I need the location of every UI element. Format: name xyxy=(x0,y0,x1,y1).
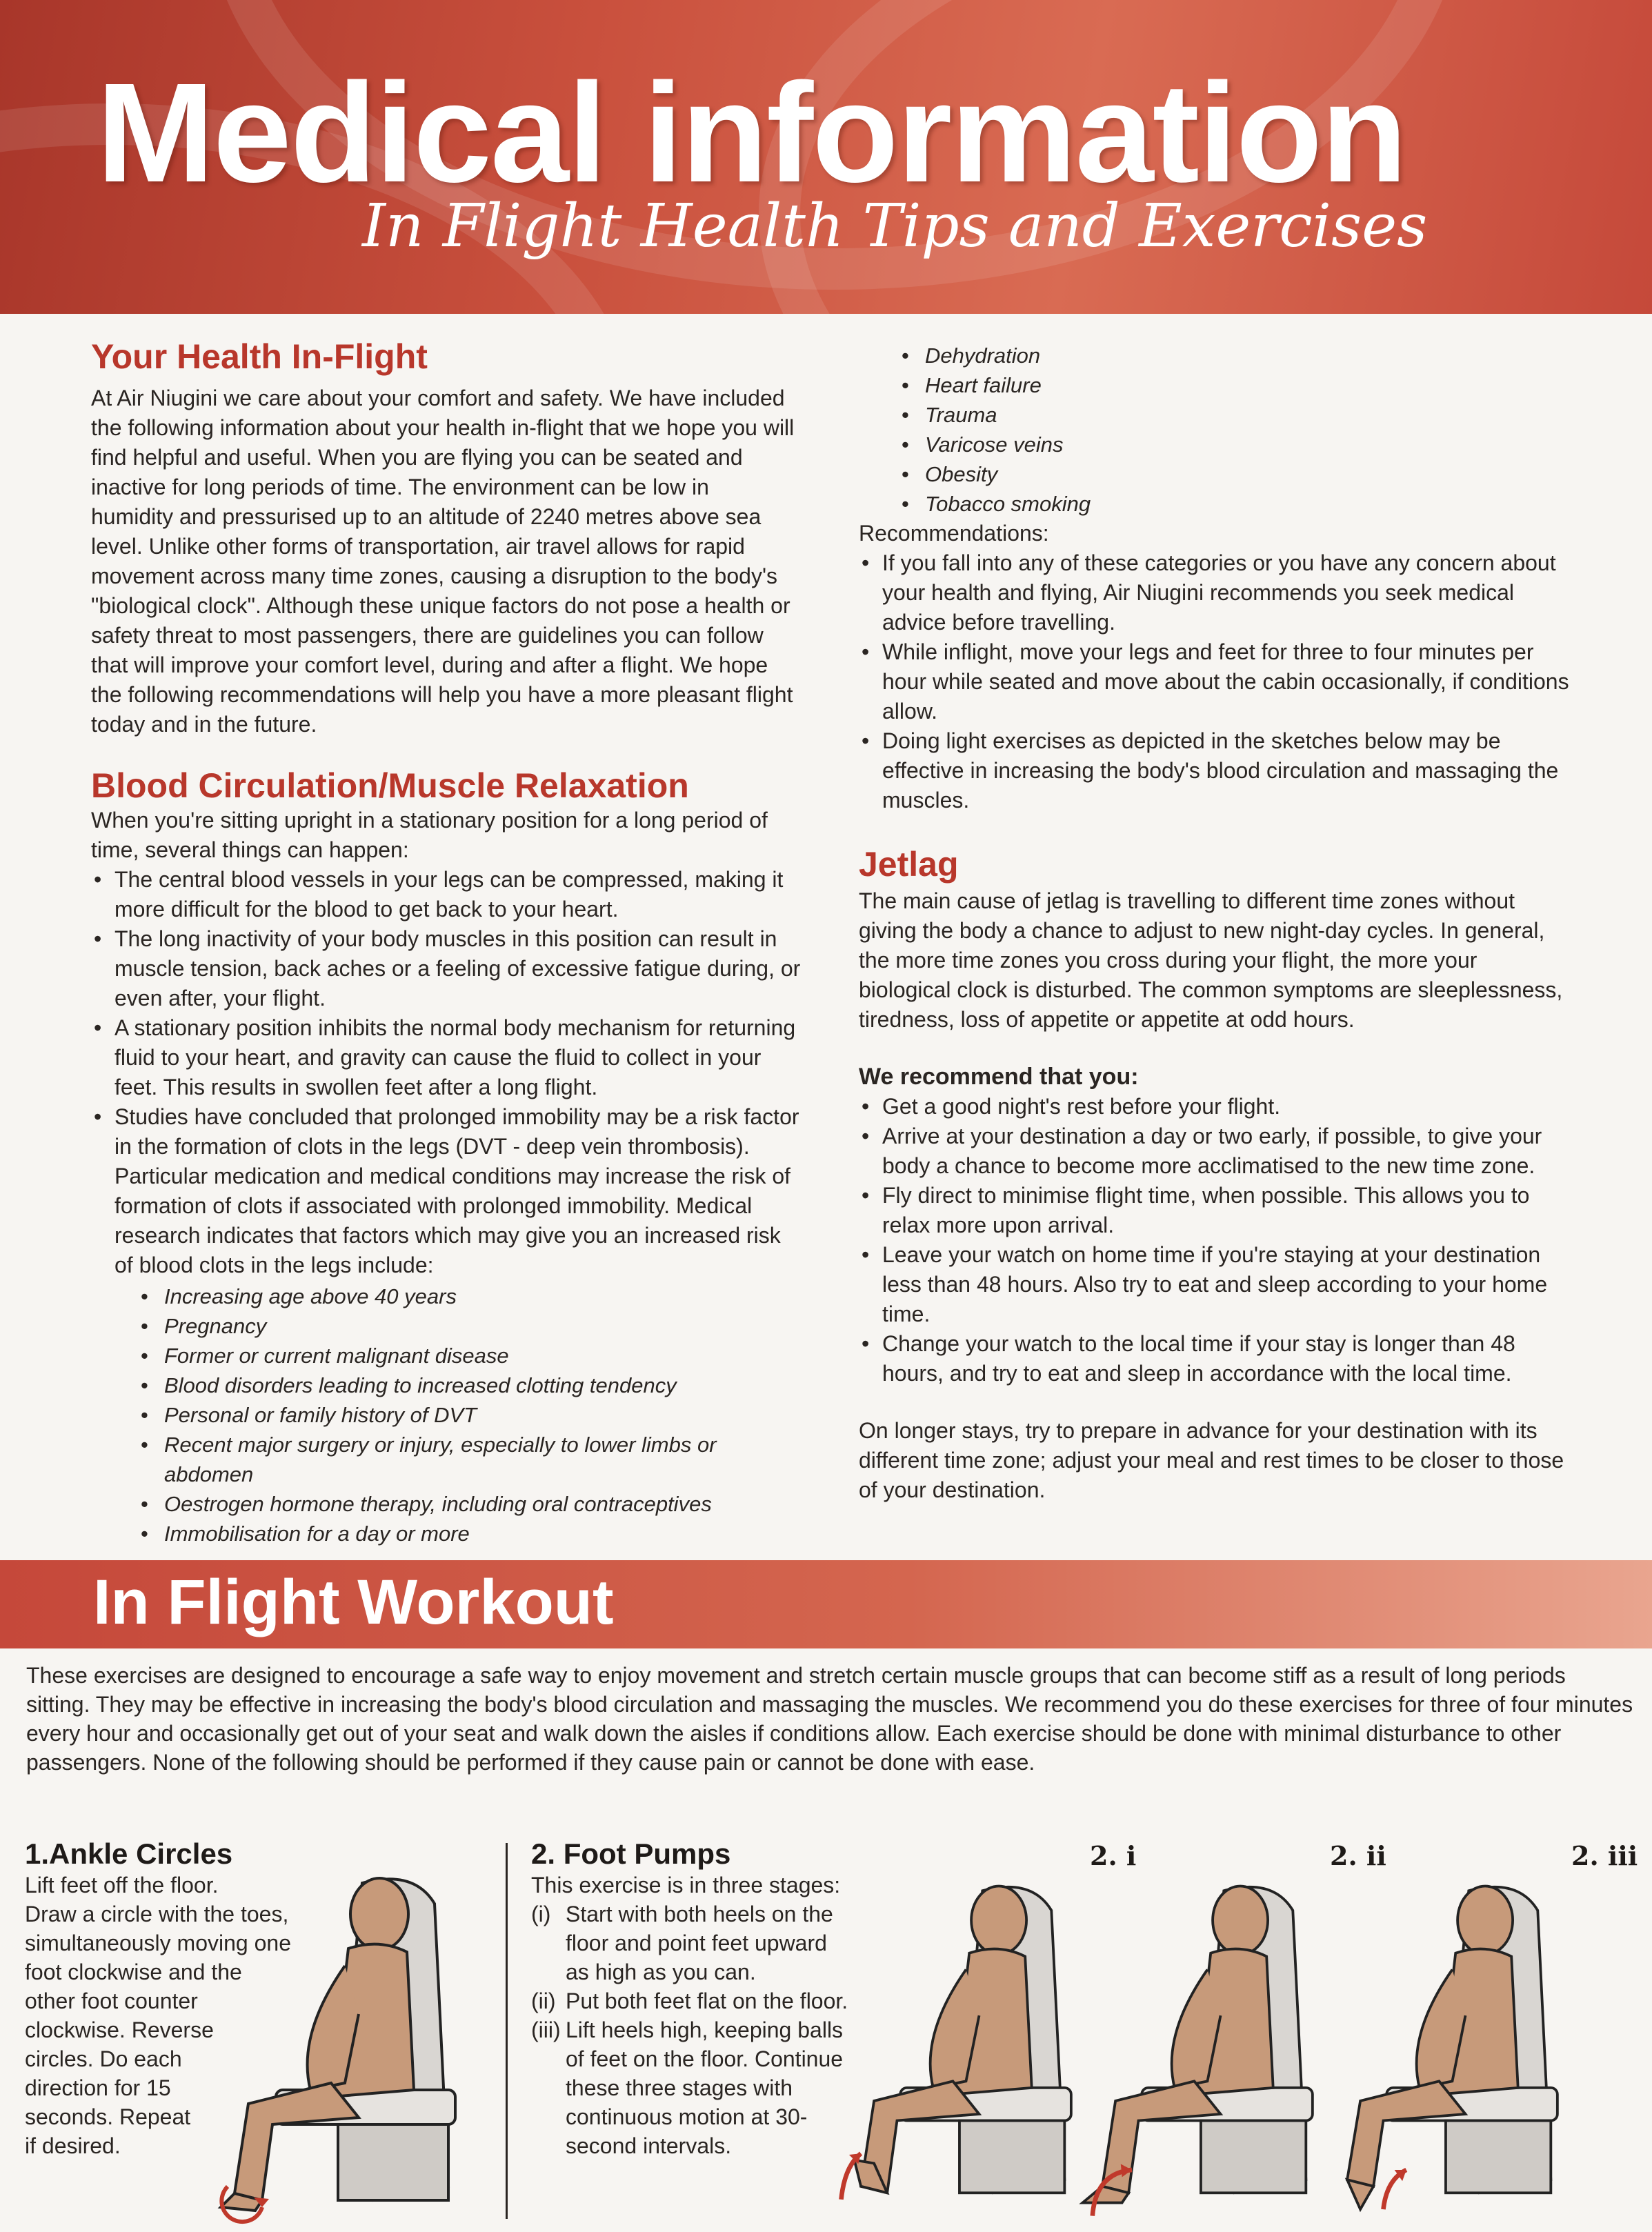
exercise-number: 1. xyxy=(25,1837,50,1870)
list-item: • While inflight, move your legs and feet for three to four minutes per hour while seated and move about the cabin occasionally, if conditions allow. xyxy=(859,637,1569,726)
list-item: • Heart failure xyxy=(900,370,1569,400)
text-line: direction for 15 xyxy=(25,2075,171,2100)
list-item: • Studies have concluded that prolonged immobility may be a risk factor in the formation of clots in the legs (DVT - deep vein thrombosis). Particular medication and medical conditions may increase the risk of formation of clots if associated with prolonged immobility. Medical research indicates that factors which may give you an increased risk of blood clots in the legs include: xyxy=(91,1102,802,1280)
foot-pumps-intro: This exercise is in three stages: xyxy=(531,1873,841,1897)
blood-bullets xyxy=(91,865,802,1280)
foot-pumps-figure-ii xyxy=(1076,1862,1352,2228)
right-column xyxy=(859,341,1569,815)
foot-pumps-text xyxy=(531,1871,855,2160)
stage-number: (ii) xyxy=(531,1989,556,2013)
risk-factors-list xyxy=(139,1282,802,1548)
recommendations-list xyxy=(859,548,1569,815)
health-paragraph: At Air Niugini we care about your comfort and safety. We have included the following information about your health in-flight that we hope you will find helpful and useful. When you are flying you can be seated and inactive for long periods of time. The environment can be low in humidity and pressurised up to an altitude of 2240 metres above sea level. Unlike other forms of transportation, air travel allows for rapid movement across many time zones, causing a disruption to the body's "biological clock". Although these unique factors do not pose a health or safety threat to most passengers, there are guidelines you can follow that will improve your comfort level, during and after a flight. We hope the following recommendations will help you have a more pleasant flight today and in the future. xyxy=(91,386,795,737)
list-item: • Increasing age above 40 years xyxy=(139,1282,802,1311)
jetlag-rec-heading: We recommend that you: xyxy=(859,1064,1139,1090)
text-line: Lift feet off the floor. xyxy=(25,1873,219,1897)
page-title: Medical information xyxy=(97,54,1406,212)
workout-intro: These exercises are designed to encourage a safe way to enjoy movement and stretch certain muscle groups that can become stiff as a result of long periods sitting. They may be effective in increasing the body's blood circulation and massaging the muscles. We recommend you do these exercises for three of four minutes every hour and occasionally get out of your seat and walk down the aisles if conditions allow. Each exercise should be done with minimal disturbance to other passengers. None of the following should be performed if they cause pain or cannot be done with ease. xyxy=(26,1663,1633,1775)
list-item: • Leave your watch on home time if you're staying at your destination less than 48 hours. Also try to eat and sleep according to your home time. xyxy=(859,1240,1569,1329)
list-item: • The central blood vessels in your legs can be compressed, making it more difficult for the blood to get back to your heart. xyxy=(91,865,802,924)
stage-text: Put both feet flat on the floor. xyxy=(566,1989,848,2013)
blood-section xyxy=(91,806,802,1548)
jetlag-tips xyxy=(859,1092,1569,1388)
list-item: • Tobacco smoking xyxy=(900,489,1569,519)
text-line: circles. Do each xyxy=(25,2046,182,2071)
stage-label-i: 2. i xyxy=(1090,1840,1137,1871)
blood-intro: When you're sitting upright in a stationary position for a long period of time, several things can happen: xyxy=(91,808,768,862)
jetlag-closing: On longer stays, try to prepare in advance for your destination with its different time zone; adjust your meal and rest times to be closer to those of your destination. xyxy=(859,1418,1564,1502)
list-item: • Change your watch to the local time if your stay is longer than 48 hours, and try to eat and sleep in accordance with the local time. xyxy=(859,1329,1569,1388)
text-line: seconds. Repeat xyxy=(25,2104,191,2129)
list-item: • Get a good night's rest before your flight. xyxy=(859,1092,1569,1122)
list-item: • Recent major surgery or injury, especially to lower limbs or abdomen xyxy=(139,1430,802,1489)
list-item: • Blood disorders leading to increased clotting tendency xyxy=(139,1371,802,1400)
stage-item xyxy=(531,1900,855,1986)
list-item: • Dehydration xyxy=(900,341,1569,370)
arrow-icon xyxy=(1383,2170,1406,2209)
list-item: • Personal or family history of DVT xyxy=(139,1400,802,1430)
text-line: if desired. xyxy=(25,2133,121,2158)
list-item: • The long inactivity of your body muscles in this position can result in muscle tension, back aches or a feeling of excessive fatigue during, or even after, your flight. xyxy=(91,924,802,1013)
list-item: • If you fall into any of these categories or you have any concern about your health and flying, Air Niugini recommends you seek medical advice before travelling. xyxy=(859,548,1569,637)
text-line: Draw a circle with the toes, xyxy=(25,1902,289,1926)
text-line: simultaneously moving one xyxy=(25,1931,291,1955)
stage-number: (iii) xyxy=(531,2017,561,2042)
list-item: • Pregnancy xyxy=(139,1311,802,1341)
jetlag-section xyxy=(859,886,1569,1505)
exercise-title: Ankle Circles xyxy=(49,1837,233,1870)
stage-text: Start with both heels on the floor and point feet upward as high as you can. xyxy=(566,1902,833,1984)
text-line: clockwise. Reverse xyxy=(25,2017,214,2042)
stage-item xyxy=(531,1986,855,2015)
list-item: • A stationary position inhibits the normal body mechanism for returning fluid to your heart, and gravity can cause the fluid to collect in your feet. This results in swollen feet after a long flight. xyxy=(91,1013,802,1102)
foot-pumps-figure-i xyxy=(835,1862,1111,2228)
list-item: • Arrive at your destination a day or two early, if possible, to give your body a chance to become more acclimatised to the new time zone. xyxy=(859,1122,1569,1181)
text-line: foot clockwise and the xyxy=(25,1960,242,1984)
list-item: • Doing light exercises as depicted in the sketches below may be effective in increasing the body's blood circulation and massaging the muscles. xyxy=(859,726,1569,815)
jetlag-heading: Jetlag xyxy=(859,845,959,884)
page-subtitle: In Flight Health Tips and Exercises xyxy=(362,192,1428,261)
exercise-divider xyxy=(506,1843,508,2219)
foot-pumps-figure-iii xyxy=(1321,1862,1597,2228)
jetlag-text: The main cause of jetlag is travelling to different time zones without giving the body a chance to adjust to new night-day cycles. In general, the more time zones you cross during your flight, the more your biological clock is disturbed. The common symptoms are sleeplessness, tiredness, loss of appetite or appetite at odd hours. xyxy=(859,888,1563,1032)
foot-pumps-stages xyxy=(531,1900,855,2160)
workout-heading: In Flight Workout xyxy=(93,1567,614,1637)
list-item: • Fly direct to minimise flight time, when possible. This allows you to relax more upon arrival. xyxy=(859,1181,1569,1240)
list-item: • Obesity xyxy=(900,459,1569,489)
stage-number: (i) xyxy=(531,1902,551,1926)
foot-pumps-title: 2. Foot Pumps xyxy=(531,1837,731,1870)
list-item: • Varicose veins xyxy=(900,430,1569,459)
ankle-circles-title xyxy=(25,1837,232,1871)
recommendations-label: Recommendations: xyxy=(859,521,1049,546)
list-item: • Former or current malignant disease xyxy=(139,1341,802,1371)
blood-heading: Blood Circulation/Muscle Relaxation xyxy=(91,766,689,805)
stage-text: Lift heels high, keeping balls of feet on the floor. Continue these three stages with continuous motion at 30-second intervals. xyxy=(566,2017,844,2158)
stage-item xyxy=(531,2015,855,2160)
health-text xyxy=(91,383,795,739)
risk-factors-cont-list xyxy=(900,341,1569,519)
list-item: • Trauma xyxy=(900,400,1569,430)
health-heading: Your Health In-Flight xyxy=(91,337,428,376)
ankle-circles-figure xyxy=(207,1862,497,2228)
stage-label-iii: 2. iii xyxy=(1571,1840,1638,1871)
text-line: other foot counter xyxy=(25,1989,198,2013)
list-item: • Immobilisation for a day or more xyxy=(139,1519,802,1548)
stage-label-ii: 2. ii xyxy=(1330,1840,1386,1871)
list-item: • Oestrogen hormone therapy, including oral contraceptives xyxy=(139,1489,802,1519)
